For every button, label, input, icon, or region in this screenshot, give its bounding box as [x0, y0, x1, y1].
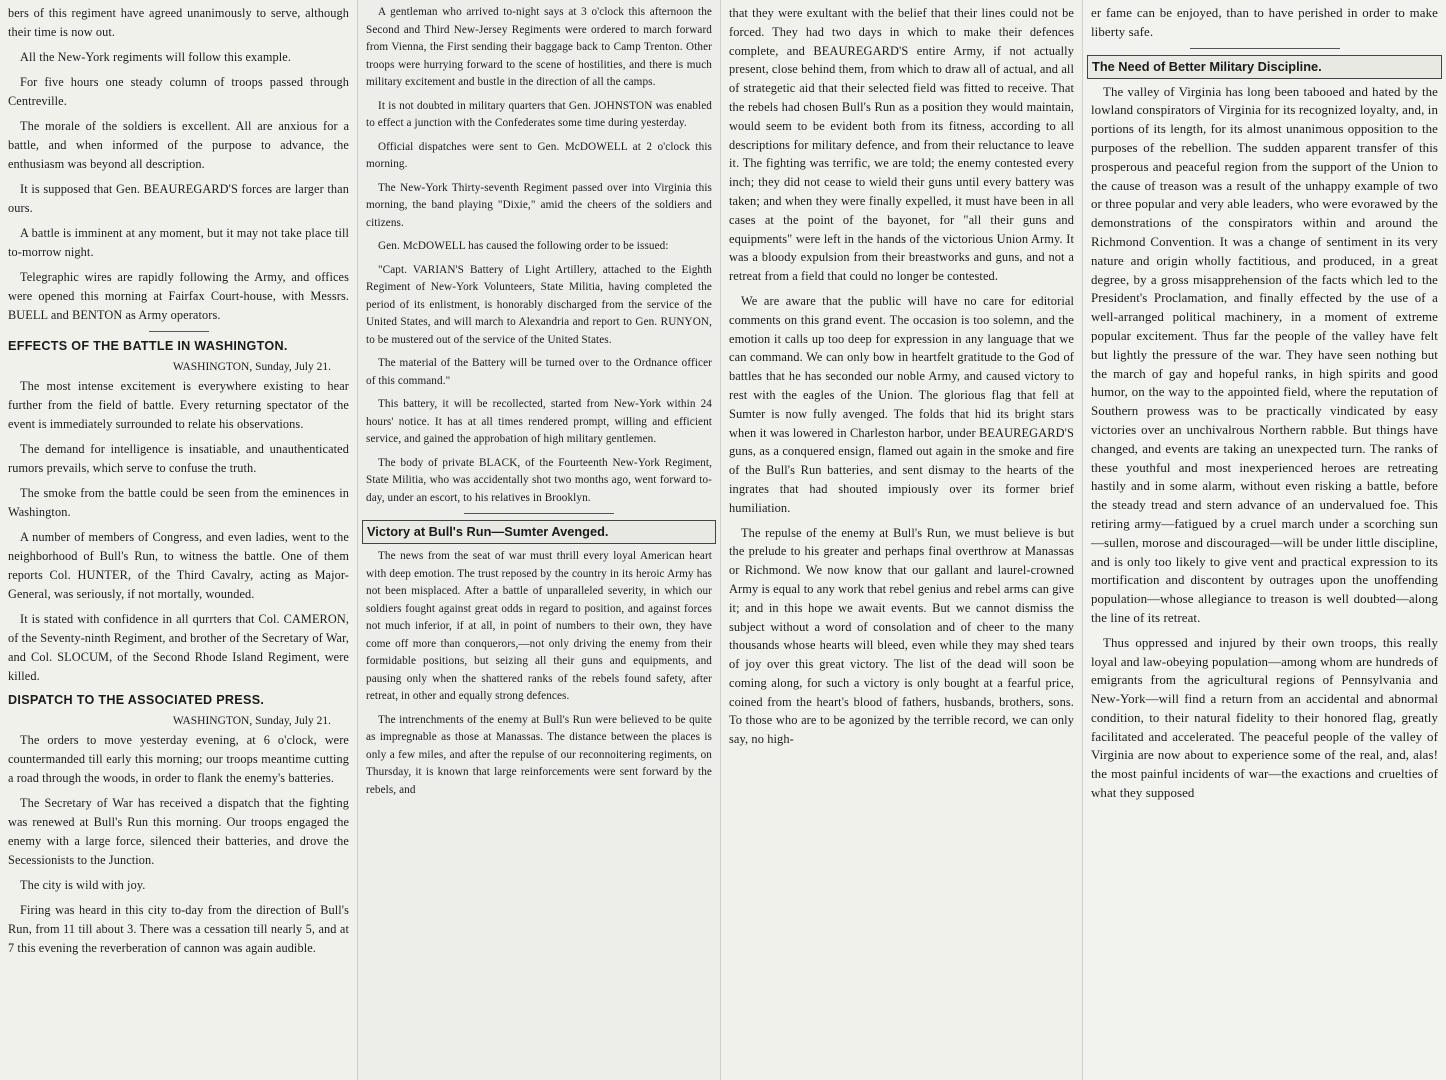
column-3: [720, 0, 1082, 1080]
article-paragraph: Thus oppressed and injured by their own troops, this really loyal and law-obeying population—among whom are hundreds of emigrants from the agricultural regions of Pennsylvania and New-York—will find a return from an accidental and abnormal condition, to their natural fidelity to their honored flag, greatly facilitated and accelerated. The peaceful people of the valley of Virginia are now about to experience some of the real, and, alas! the most painful incidents of war—the exactions and cruelties of what they supposed: [1091, 635, 1438, 801]
article-paragraph: For five hours one steady column of troops passed through Centreville.: [8, 75, 349, 108]
article-paragraph: "Capt. VARIAN'S Battery of Light Artillery, attached to the Eighth Regiment of New-York Volunteers, State Militia, having completed the period of its enlistment, is honorably discharged from the service of the United States, and will march to Alexandria and report to Gen. RUNYON, to be mustered out of the service of the United States.: [366, 263, 712, 346]
article-paragraph: The most intense excitement is everywhere existing to hear further from the field of battle. Every returning spectator of the event is immediately surrounded to relate his observations.: [8, 379, 349, 431]
dateline: WASHINGTON, Sunday, July 21.: [172, 361, 331, 373]
article-paragraph: Official dispatches were sent to Gen. McDOWELL at 2 o'clock this morning.: [366, 140, 712, 170]
article-paragraph: The repulse of the enemy at Bull's Run, we must believe is but the prelude to his greater and perhaps final overthrow at Manassas or Richmond. We now know that our gallant and laurel-crowned Army is equal to any work that rebel genius and rebel arms can give it; and in this hope we await events. But we cannot dismiss the subject without a word of consolation and of cheer to the many thousands whose hearts will bleed, even while they may shed tears of joy over this great victory. The list of the dead will soon be coming along, for such a victory is only bought at a fearful price, coined from the heart's blood of fathers, husbands, brothers, sons. To those who are to be agonized by the terrible record, we can only say, no high-: [729, 525, 1074, 747]
section-divider: [149, 331, 209, 332]
article-paragraph: The New-York Thirty-seventh Regiment passed over into Virginia this morning, the band playing "Dixie," amid the cheers of the soldiers and citizens.: [366, 181, 712, 229]
article-paragraph: A battle is imminent at any moment, but it may not take place till to-morrow night.: [8, 226, 349, 259]
section-headline: DISPATCH TO THE ASSOCIATED PRESS.: [8, 693, 265, 707]
article-paragraph: We are aware that the public will have no care for editorial comments on this grand event. The occasion is too solemn, and the emotion it calls up too deep for expression in any language that we can command. We can only bow in heartfelt gratitude to the God of battles that he has seconded our noble Army, and caused victory to rest with the eagles of the Union. The glorious flag that fell at Sumter is now fully avenged. The folds that hid its bright stars when it was lowered in Charleston harbor, under BEAUREGARD'S guns, as a conquered ensign, flamed out again in the smoke and fire of the Bull's Run batteries, and sent dismay to the hearts of the ingrates that had shouted impiously over its former brief humiliation.: [729, 293, 1074, 515]
article-paragraph: A number of members of Congress, and even ladies, went to the neighborhood of Bull's Run, to witness the battle. One of them reports Col. HUNTER, of the Third Cavalry, acting as Major-General, was seriously, if not mortally, wounded.: [8, 530, 349, 601]
article-paragraph: The valley of Virginia has long been tabooed and hated by the lowland conspirators of Virginia for its recognized loyalty, and, in portions of its length, for its almost unanimous opposition to the purposes of the rebellion. The sudden apparent transfer of this prosperous and peaceful region from the support of the Union to the cause of treason was a result of the unhappy example of two or three popular and very able leaders, who were evorawed by the demonstrations of the conspirators within and around the Richmond Convention. It was a change of sentiment in its very nature and origin wholly factitious, and produced, in a great degree, by a gross misapprehension of the facts which led to the President's Proclamation, and finally effected by the use of a well-arranged political machinery, in a moment of extreme popular excitement. Thus far the people of the valley have felt but lightly the pressure of the war. They have seen nothing but the march of gay and hopeful ranks, in high spirits and good humor, on the way to the appointed field, where the reputation of Southern prowess was to be practically vindicated by easy victories over an unchivalrous Northern rabble. But things have changed, and events are taking an unexpected turn. The ranks of these youthful and most inexperienced heroes are retreating hastily and in some alarm, without even risking a battle, before the steady tread and stern advance of an undervalued foe. This retiring army—fatigued by a cruel march under a scorching sun—sullen, morose and discouraged—will be under little discipline, and is only too likely to give vent and practical expression to its mortification and discontent by outrages upon the unoffending population—whose allegiance to treason is well doubted—along the line of its retreat.: [1091, 84, 1438, 625]
editorial-headline: Victory at Bull's Run—Sumter Avenged.: [362, 520, 716, 544]
section-divider: [464, 513, 614, 514]
editorial-headline: The Need of Better Military Discipline.: [1087, 55, 1442, 79]
article-paragraph: The intrenchments of the enemy at Bull's Run were believed to be quite as impregnable as those at Manassas. The distance between the places is only a few miles, and after the repulse of our reconnoitering regiments, on Thursday, it is known that large reinforcements were sent forward by the rebels, and: [366, 713, 712, 796]
section-divider: [1190, 48, 1340, 49]
article-paragraph: The news from the seat of war must thrill every loyal American heart with deep emotion. The trust reposed by the country in its heroic Army has not been misplaced. After a battle of unparalleled severity, in which our soldiers fought against great odds in regard to position, and against forces not much inferior, if at all, in point of numbers to their own, they have come off more than conquerors,—not only driving the enemy from their formidable positions, but seizing all their guns and equipments, and pausing only when the shattered ranks of the rebels found safety, after retreat, in other and equally strong defences.: [366, 550, 712, 702]
article-paragraph: bers of this regiment have agreed unanimously to serve, although their time is now out.: [8, 6, 349, 39]
column-1: [0, 0, 357, 1080]
article-paragraph: It is stated with confidence in all qurrters that Col. CAMERON, of the Seventy-ninth Regiment, and brother of the Secretary of War, and Col. SLOCUM, of the Second Rhode Island Regiment, were killed.: [8, 612, 349, 683]
article-paragraph: The orders to move yesterday evening, at 6 o'clock, were countermanded till early this morning; our troops meantime cutting a road through the woods, in order to flank the enemy's batteries.: [8, 733, 349, 785]
column-4: [1082, 0, 1446, 1080]
article-paragraph: The smoke from the battle could be seen from the eminences in Washington.: [8, 486, 349, 519]
article-paragraph: Firing was heard in this city to-day from the direction of Bull's Run, from 11 till about 3. There was a cessation till nearly 5, and at 7 this evening the reverberation of cannon was again audible.: [8, 903, 349, 955]
article-paragraph: It is not doubted in military quarters that Gen. JOHNSTON was enabled to effect a junction with the Confederates some time during yesterday.: [366, 99, 712, 129]
article-paragraph: Telegraphic wires are rapidly following the Army, and offices were opened this morning at Fairfax Court-house, with Messrs. BUELL and BENTON as Army operators.: [8, 270, 349, 322]
article-paragraph: er fame can be enjoyed, than to have perished in order to make liberty safe.: [1091, 6, 1438, 39]
article-paragraph: The body of private BLACK, of the Fourteenth New-York Regiment, State Militia, who was accidentally shot two months ago, went forward to-day, under an escort, to his relatives in Brooklyn.: [366, 456, 712, 504]
article-paragraph: A gentleman who arrived to-night says at 3 o'clock this afternoon the Second and Third New-Jersey Regiments were ordered to march forward from Vienna, the First sending their baggage back to Camp Trenton. Other troops were hurrying forward to the scene of hostilities, and there is much military excitement and bustle in the direction of all the camps.: [366, 6, 712, 88]
article-paragraph: The material of the Battery will be turned over to the Ordnance officer of this command.": [366, 357, 712, 387]
article-paragraph: It is supposed that Gen. BEAUREGARD'S forces are larger than ours.: [8, 182, 349, 215]
article-paragraph: that they were exultant with the belief that their lines could not be forced. They had two days in which to make their defences complete, and BEAUREGARD'S entire Army, if not actually present, close behind them, from which to draw all of actual, and all of strategetic aid that their selected field was fitted to receive. That the rebels had chosen Bull's Run as a position they would maintain, would seem to be evident both from its fitness, according to all descriptions for military defence, and from their reluctance to leave it. The fighting was terrific, we are told; the enemy contested every inch; they did not cease to wield their guns until every battery was taken; and when they were finally expelled, it must have been in all cases at the point of the bayonet, for "all their guns and equipments" were left in the hands of the victorious Union Army. It was a bloody expulsion from their breastworks and guns, and not a retreat from a field that could no longer be contested.: [729, 6, 1074, 284]
article-paragraph: All the New-York regiments will follow this example.: [20, 50, 292, 64]
article-paragraph: Gen. McDOWELL has caused the following order to be issued:: [378, 240, 669, 252]
column-2: [357, 0, 720, 1080]
article-paragraph: The city is wild with joy.: [20, 878, 146, 892]
dateline: WASHINGTON, Sunday, July 21.: [172, 715, 331, 727]
article-paragraph: This battery, it will be recollected, started from New-York within 24 hours' notice. It has at all times rendered prompt, willing and efficient service, and gained the approbation of high military gentlemen.: [366, 398, 712, 445]
article-paragraph: The demand for intelligence is insatiable, and unauthenticated rumors prevails, which serve to confuse the truth.: [8, 442, 349, 475]
section-headline: EFFECTS OF THE BATTLE IN WASHINGTON.: [8, 339, 288, 353]
article-paragraph: The morale of the soldiers is excellent. All are anxious for a battle, and when informed of the purpose to advance, the enthusiasm was beyond all description.: [8, 119, 349, 171]
article-paragraph: The Secretary of War has received a dispatch that the fighting was renewed at Bull's Run this morning. Our troops engaged the enemy with a large force, silenced their batteries, and drove the Secessionists to the Junction.: [8, 796, 349, 867]
